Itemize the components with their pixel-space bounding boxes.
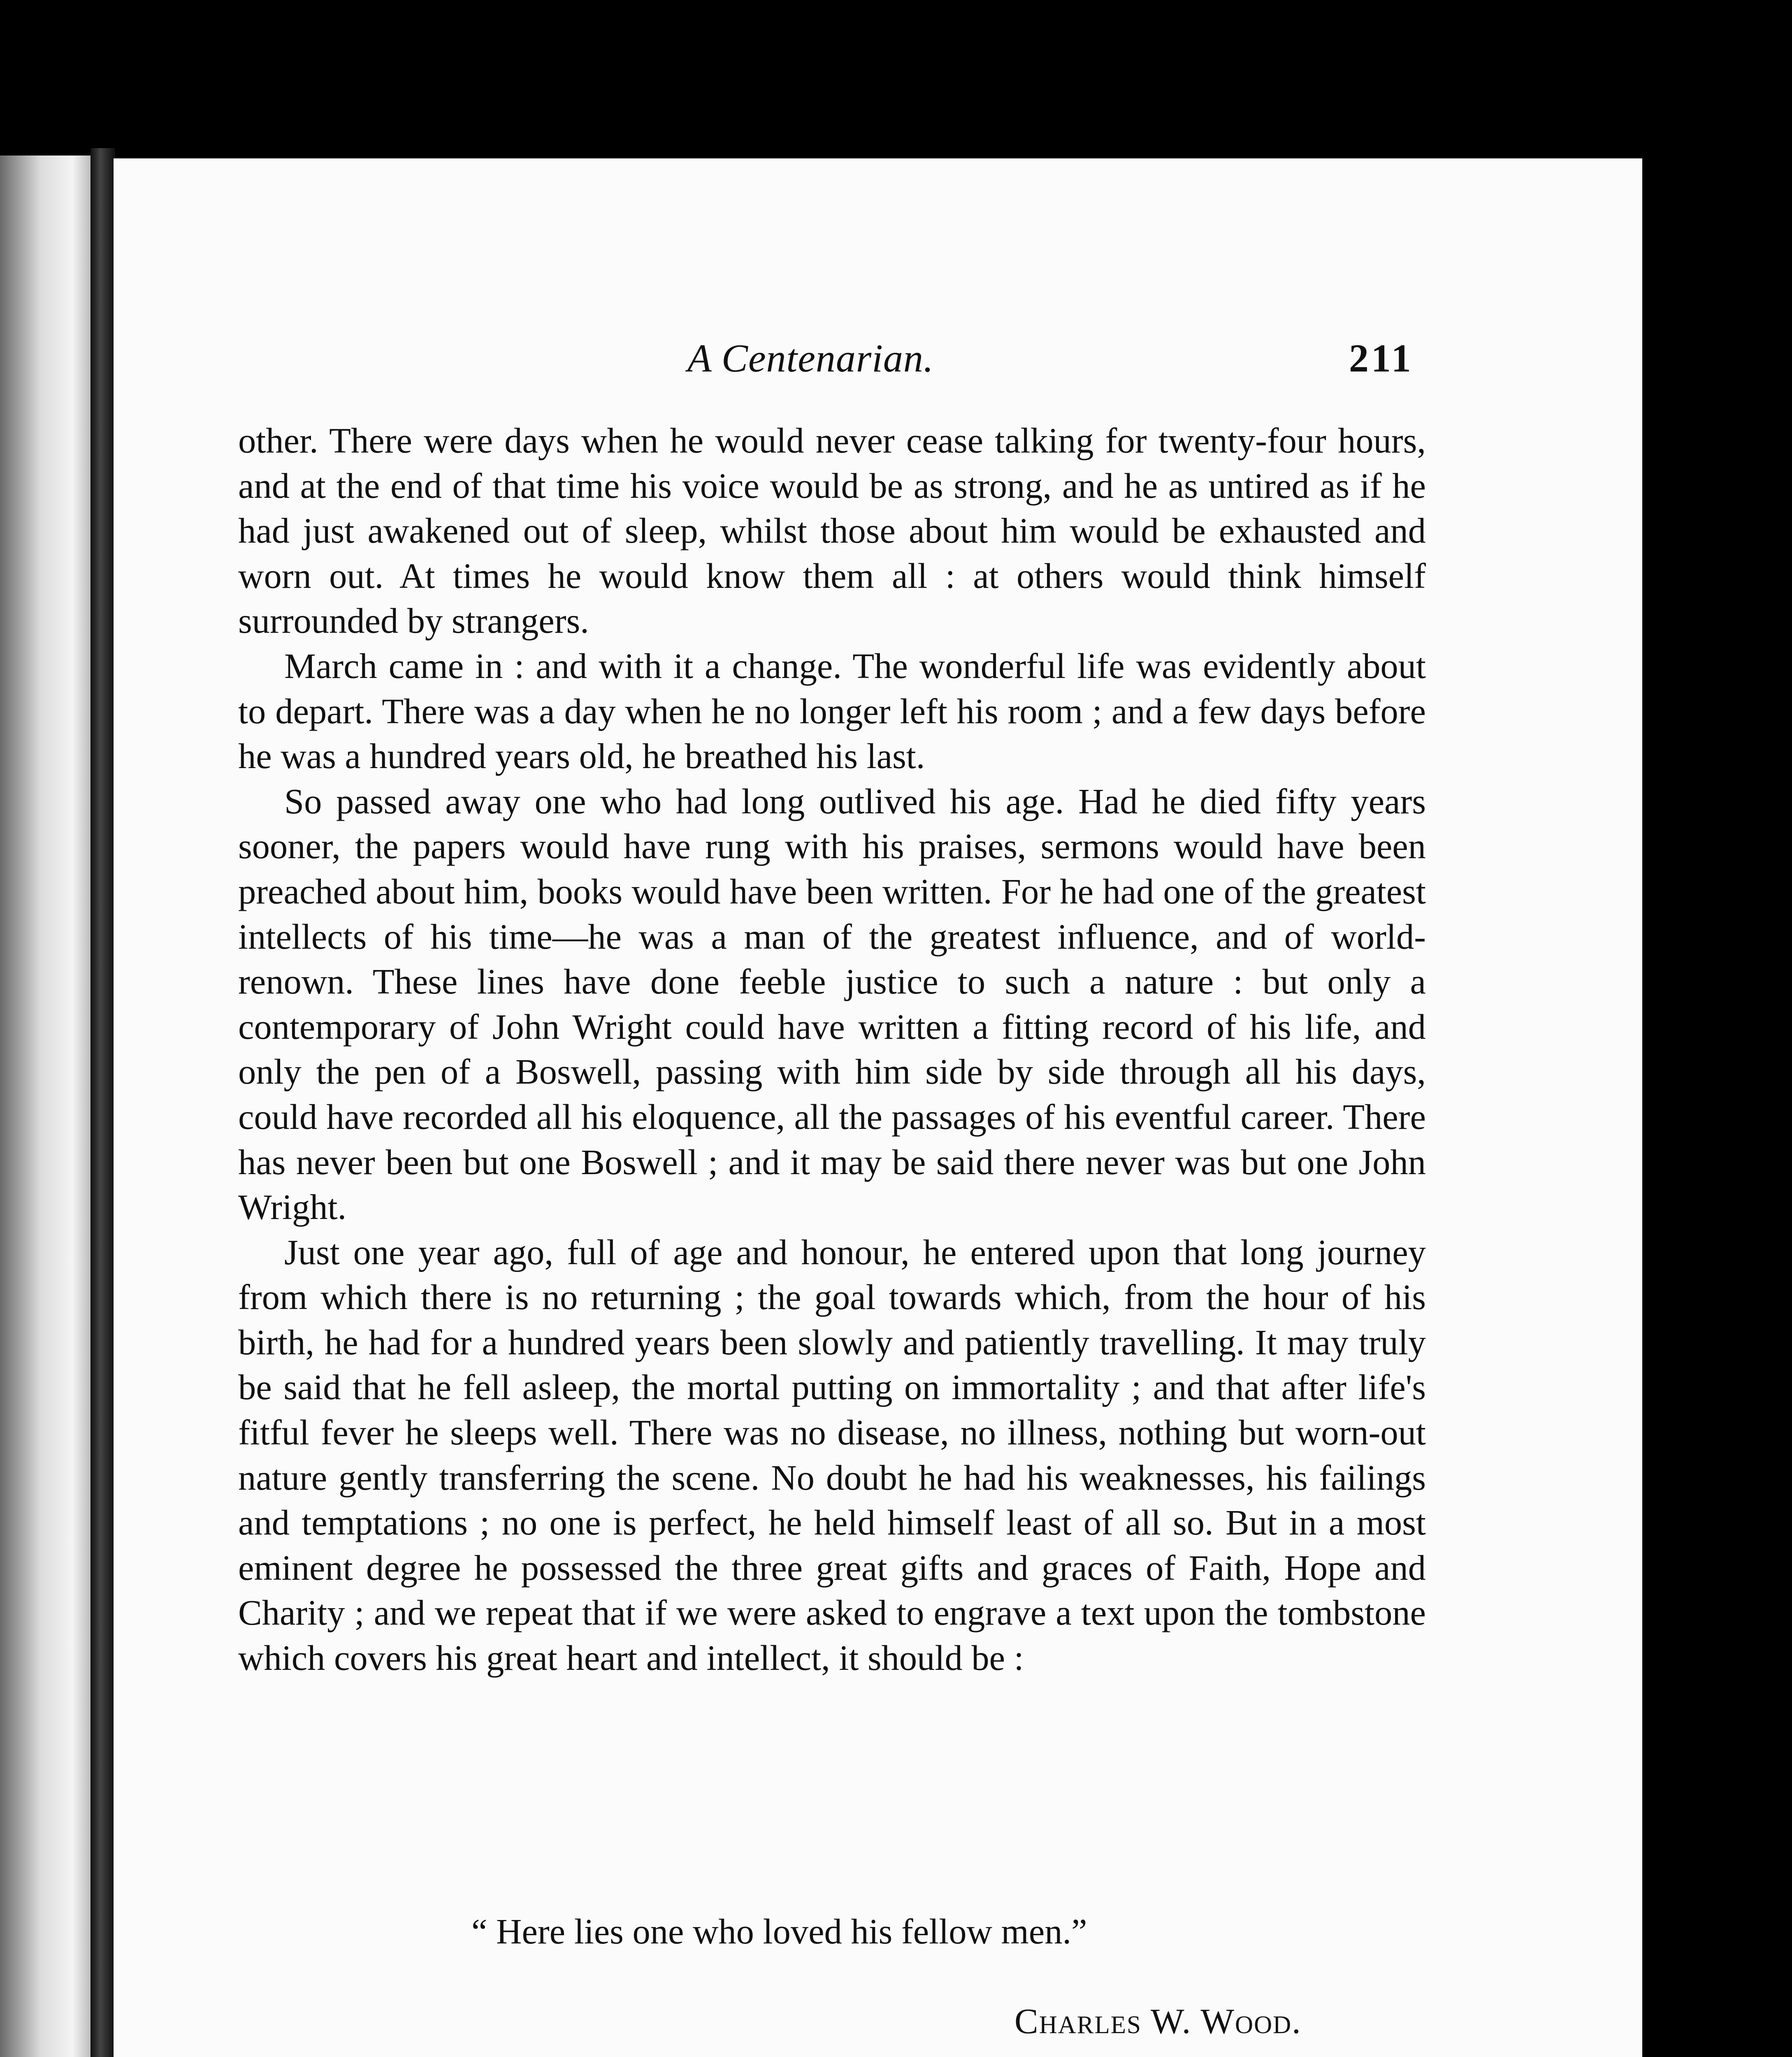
paragraph: So passed away one who had long outlived his age. Had he died fifty years sooner, the papers would have rung with his praises, sermons would have been preached about him, books would have been written. For he had one of the greatest intellects of his time—he was a man of the greatest influence, and of world-renown. These lines have done feeble justice to such a nature : but only a contemporary of John Wright could have written a fitting record of his life, and only the pen of a Boswell, passing with him side by side through all his days, could have recorded all his eloquence, all the passages of his eventful career. There has never been but one Boswell ; and it may be said there never was but one John Wright. [238, 781, 1426, 1227]
book-gutter [91, 148, 115, 2057]
paragraph: other. There were days when he would never cease talking for twenty-four hours, and at the end of that time his voice would be as strong, and he as untired as if he had just awakened out of sleep, whilst those about him would be exhausted and worn out. At times he would know them all : at others would think himself surrounded by strangers. [238, 421, 1426, 641]
author-signature [1014, 2001, 1302, 2042]
body-text [238, 418, 1426, 1681]
epitaph-quote: “ Here lies one who loved his fellow men.” [471, 1912, 1087, 1951]
paragraph: March came in : and with it a change. The wonderful life was evidently about to depart. There was a day when he no longer left his room ; and a few days before he was a hundred years old, he breathed his last. [238, 646, 1426, 776]
running-title: A Centenarian. [687, 336, 934, 380]
facing-page-edge [0, 156, 91, 2057]
book-page [114, 158, 1642, 2057]
paragraph: Just one year ago, full of age and honour, he entered upon that long journey from which there is no returning ; the goal towards which, from the hour of his birth, he had for a hundred years been slowly and patiently travelling. It may truly be said that he fell asleep, the mortal putting on immortality ; and that after life's fitful fever he sleeps well. There was no disease, no illness, nothing but worn-out nature gently transferring the scene. No doubt he had his weaknesses, his failings and temptations ; no one is perfect, he held himself least of all so. But in a most eminent degree he possessed the three great gifts and graces of Faith, Hope and Charity ; and we repeat that if we were asked to engrave a text upon the tombstone which covers his great heart and intellect, it should be : [238, 1232, 1426, 1678]
page-number: 211 [1349, 336, 1414, 380]
running-head [114, 335, 1642, 393]
author-name: Charles W. Wood. [1014, 2001, 1302, 2041]
